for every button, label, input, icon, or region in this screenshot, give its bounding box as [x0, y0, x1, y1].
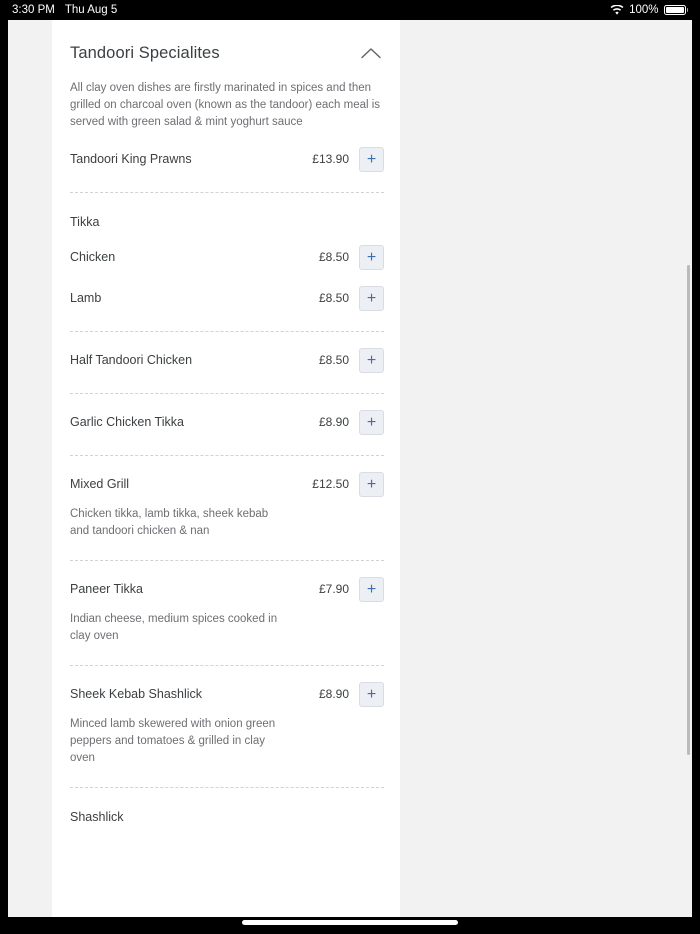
status-date: Thu Aug 5	[64, 4, 118, 16]
status-bar-right	[610, 4, 688, 16]
menu-item-row	[70, 577, 384, 602]
status-bar	[0, 0, 700, 20]
menu-item-name: Garlic Chicken Tikka	[70, 415, 184, 429]
menu-item-price: £8.50	[318, 353, 349, 367]
menu-item-name: Tandoori King Prawns	[70, 152, 192, 166]
menu-subheading: Shashlick	[70, 810, 124, 824]
menu-item-row	[70, 682, 384, 707]
add-item-button[interactable]: +	[359, 245, 384, 270]
menu-item[interactable]	[70, 270, 384, 311]
menu-item-row	[70, 472, 384, 497]
wifi-icon	[610, 5, 624, 16]
chevron-up-icon[interactable]	[358, 40, 384, 66]
menu-item[interactable]	[70, 332, 384, 373]
menu-item-row	[70, 245, 384, 270]
menu-item[interactable]	[70, 456, 384, 540]
menu-item[interactable]	[70, 229, 384, 270]
add-item-button[interactable]: +	[359, 410, 384, 435]
menu-item-name: Lamb	[70, 291, 102, 305]
menu-item-name: Chicken	[70, 250, 116, 264]
menu-item[interactable]	[70, 666, 384, 767]
status-bar-left	[12, 4, 117, 16]
menu-item-price: £8.50	[318, 250, 349, 264]
vertical-scrollbar[interactable]	[687, 265, 690, 755]
menu-item-description: Indian cheese, medium spices cooked in clay oven	[70, 613, 278, 642]
menu-item[interactable]	[70, 561, 384, 645]
add-item-button[interactable]: +	[359, 577, 384, 602]
menu-item-name: Half Tandoori Chicken	[70, 353, 193, 367]
add-item-button[interactable]: +	[359, 682, 384, 707]
add-item-button[interactable]: +	[359, 348, 384, 373]
menu-item-name: Paneer Tikka	[70, 582, 143, 596]
menu-item-description: Minced lamb skewered with onion green peppers and tomatoes & grilled in clay oven	[70, 718, 276, 764]
add-item-button[interactable]: +	[359, 472, 384, 497]
add-item-button[interactable]: +	[359, 147, 384, 172]
menu-section-content	[52, 20, 400, 824]
menu-section-card	[52, 20, 400, 917]
menu-item-name: Mixed Grill	[70, 477, 130, 491]
section-header[interactable]	[70, 20, 384, 70]
section-description: All clay oven dishes are firstly marinated in spices and then grilled on charcoal oven (known as the tandoor) each meal is served with green salad & mint yoghurt sauce	[70, 82, 381, 128]
section-title: Tandoori Specialites	[70, 43, 220, 62]
menu-item-price: £13.90	[312, 152, 349, 166]
menu-item-row	[70, 410, 384, 435]
menu-item[interactable]	[70, 131, 384, 172]
menu-item[interactable]	[70, 394, 384, 435]
menu-item-price: £8.90	[318, 687, 349, 701]
menu-item-price: £12.50	[312, 477, 349, 491]
menu-item-description: Chicken tikka, lamb tikka, sheek kebab and tandoori chicken & nan	[70, 508, 269, 537]
menu-item-row	[70, 348, 384, 373]
menu-item-price: £8.90	[318, 415, 349, 429]
battery-full-icon	[664, 5, 689, 16]
menu-item-row	[70, 286, 384, 311]
home-indicator[interactable]	[242, 920, 458, 925]
add-item-button[interactable]: +	[359, 286, 384, 311]
menu-subheading: Tikka	[70, 215, 100, 229]
menu-item-name: Sheek Kebab Shashlick	[70, 687, 203, 701]
battery-percent-label: 100%	[629, 4, 659, 16]
menu-item-price: £7.90	[318, 582, 349, 596]
menu-item-row	[70, 147, 384, 172]
status-time: 3:30 PM	[12, 4, 55, 16]
menu-item-price: £8.50	[318, 291, 349, 305]
app-screen	[8, 20, 692, 917]
